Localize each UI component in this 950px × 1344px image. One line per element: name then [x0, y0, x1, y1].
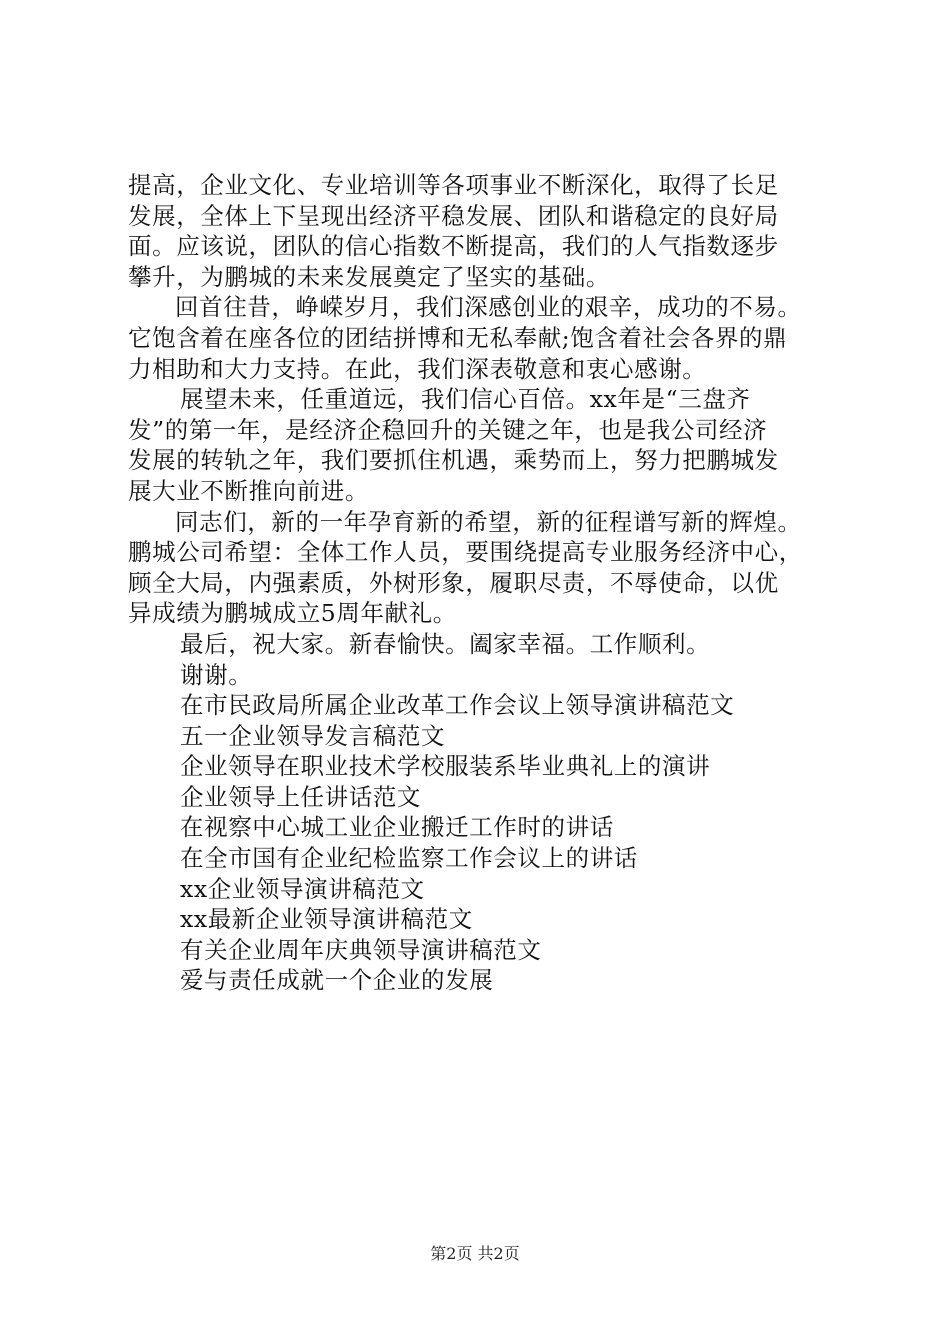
- text-line: 鹏城公司希望：全体工作人员，要围绕提高专业服务经济中心，: [128, 538, 803, 567]
- text-line: 发”的第一年，是经济企稳回升的关键之年，也是我公司经济: [128, 415, 768, 444]
- related-article-title: 爱与责任成就一个企业的发展: [180, 966, 494, 995]
- related-article-title: 在全市国有企业纪检监察工作会议上的讲话: [180, 844, 638, 873]
- text-line: 展大业不断推向前进。: [128, 476, 369, 505]
- text-line: 顾全大局，内强素质，外树形象，履职尽责，不辱使命，以优: [128, 568, 779, 597]
- text-line: 攀升，为鹏城的未来发展奠定了坚实的基础。: [128, 262, 610, 291]
- page-number-footer: 第2页 共2页: [430, 1244, 520, 1263]
- closing-wishes: 最后，祝大家。新春愉快。阖家幸福。工作顺利。: [180, 629, 711, 658]
- closing-lines: [128, 629, 852, 996]
- related-article-title: xx最新企业领导演讲稿范文: [180, 905, 473, 934]
- related-article-title: xx企业领导演讲稿范文: [180, 874, 425, 903]
- related-article-title: 有关企业周年庆典领导演讲稿范文: [180, 935, 542, 964]
- text-line: 提高，企业文化、专业培训等各项事业不断深化，取得了长足: [128, 171, 779, 199]
- paragraph-comrades: [128, 507, 852, 629]
- text-line: 发展的转轨之年，我们要抓住机遇，乘势而上，努力把鹏城发: [128, 446, 779, 475]
- text-line: 面。应该说，团队的信心指数不断提高，我们的人气指数逐步: [128, 232, 779, 261]
- related-article-title: 在视察中心城工业企业搬迁工作时的讲话: [180, 813, 614, 842]
- related-article-title: 五一企业领导发言稿范文: [180, 721, 446, 750]
- text-line: 回首往昔，峥嵘岁月，我们深感创业的艰辛，成功的不易。: [175, 293, 802, 322]
- closing-thanks: 谢谢。: [180, 660, 253, 689]
- related-article-title: 在市民政局所属企业改革工作会议上领导演讲稿范文: [180, 691, 735, 720]
- text-line: 力相助和大力支持。在此，我们深表敬意和衷心感谢。: [128, 354, 707, 383]
- text-line: 同志们，新的一年孕育新的希望，新的征程谱写新的辉煌。: [175, 507, 802, 536]
- related-article-title: 企业领导上任讲话范文: [180, 782, 421, 811]
- document-body: [128, 170, 852, 996]
- paragraph-continuation: [128, 170, 852, 292]
- text-line: 发展，全体上下呈现出经济平稳发展、团队和谐稳定的良好局: [128, 201, 779, 230]
- text-line: 展望未来，任重道远，我们信心百倍。xx年是“三盘齐: [180, 385, 751, 414]
- paragraph-retrospect: [128, 292, 852, 384]
- paragraph-outlook: [128, 384, 852, 506]
- text-line: 它饱含着在座各位的团结拼博和无私奉献;饱含着社会各界的鼎: [128, 323, 788, 352]
- related-article-title: 企业领导在职业技术学校服装系毕业典礼上的演讲: [180, 752, 711, 781]
- text-line: 异成绩为鹏城成立5周年献礼。: [128, 599, 457, 628]
